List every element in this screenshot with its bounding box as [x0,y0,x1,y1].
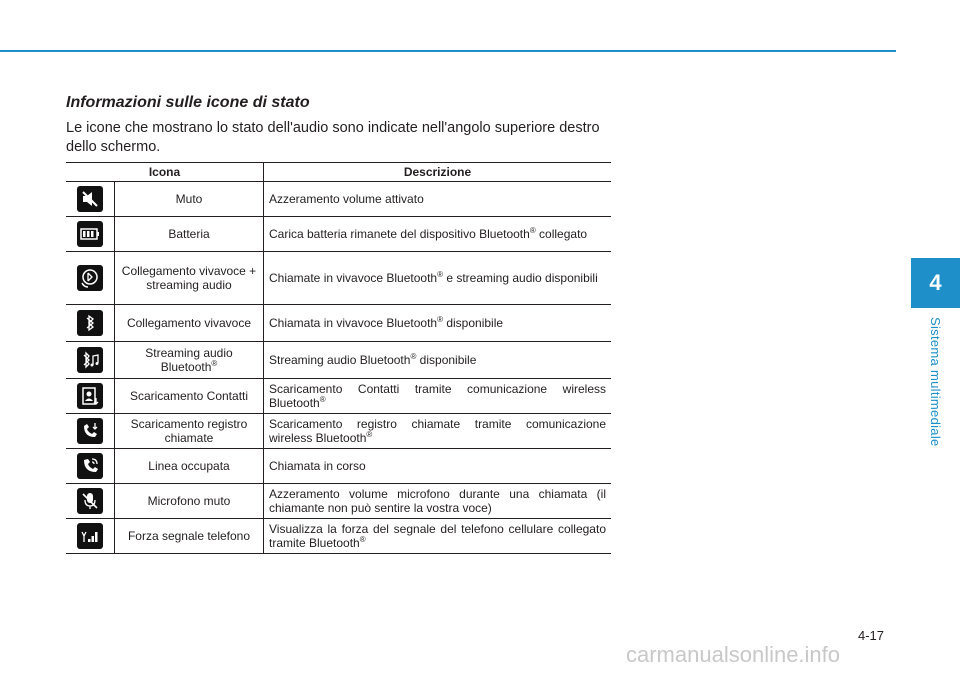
table-row [66,379,611,414]
bluetooth-call-streaming-icon [77,265,103,291]
battery-icon [77,221,103,247]
chapter-tab [911,258,960,308]
chapter-side-title [911,312,960,452]
header-description: Descrizione [264,163,612,182]
chapter-title: Sistema multimediale [928,317,943,447]
mute-speaker-icon [77,186,103,212]
row-description: Chiamate in vivavoce Bluetooth® e streaming audio disponibili [264,252,612,305]
row-description: Chiamata in vivavoce Bluetooth® disponibile [264,305,612,342]
row-name: Collegamento vivavoce [115,305,264,342]
row-description: Streaming audio Bluetooth® disponibile [264,342,612,379]
chapter-number: 4 [929,270,942,295]
row-description: Azzeramento volume microfono durante una chiamata (il chiamante non può sentire la vostra voce) [264,484,612,519]
page-number: 4-17 [858,628,885,643]
table-row [66,217,611,252]
table-row [66,484,611,519]
table-row [66,305,611,342]
row-name: Scaricamento registro chiamate [115,414,264,449]
row-name: Microfono muto [115,484,264,519]
status-icons-table [66,162,611,554]
row-name: Linea occupata [115,449,264,484]
row-name: Streaming audio Bluetooth® [115,342,264,379]
table-row [66,414,611,449]
header-icon: Icona [66,163,264,182]
row-name: Batteria [115,217,264,252]
row-description: Scaricamento registro chiamate tramite comunicazione wireless Bluetooth® [264,414,612,449]
table-row [66,342,611,379]
call-history-download-icon [77,418,103,444]
top-rule [0,50,896,52]
row-description: Chiamata in corso [264,449,612,484]
row-description: Carica batteria rimanete del dispositivo Bluetooth® collegato [264,217,612,252]
phone-busy-icon [77,453,103,479]
row-description: Azzeramento volume attivato [264,182,612,217]
table-row [66,519,611,554]
contacts-download-icon [77,383,103,409]
row-name: Scaricamento Contatti [115,379,264,414]
table-row [66,252,611,305]
intro-paragraph: Le icone che mostrano lo stato dell'audio sono indicate nell'angolo superiore destro dello schermo. [66,120,600,155]
row-name: Forza segnale telefono [115,519,264,554]
bluetooth-handsfree-icon [77,310,103,336]
bluetooth-audio-icon [77,347,103,373]
row-name: Muto [115,182,264,217]
row-description: Scaricamento Contatti tramite comunicazione wireless Bluetooth® [264,379,612,414]
table-row [66,449,611,484]
table-row [66,182,611,217]
row-name: Collegamento vivavoce + streaming audio [115,252,264,305]
section-title: Informazioni sulle icone di stato [66,94,310,111]
microphone-mute-icon [77,488,103,514]
watermark: carmanualsonline.info [626,642,841,667]
row-description: Visualizza la forza del segnale del telefono cellulare collegato tramite Bluetooth® [264,519,612,554]
table-header-row [66,163,611,182]
signal-strength-icon [77,523,103,549]
